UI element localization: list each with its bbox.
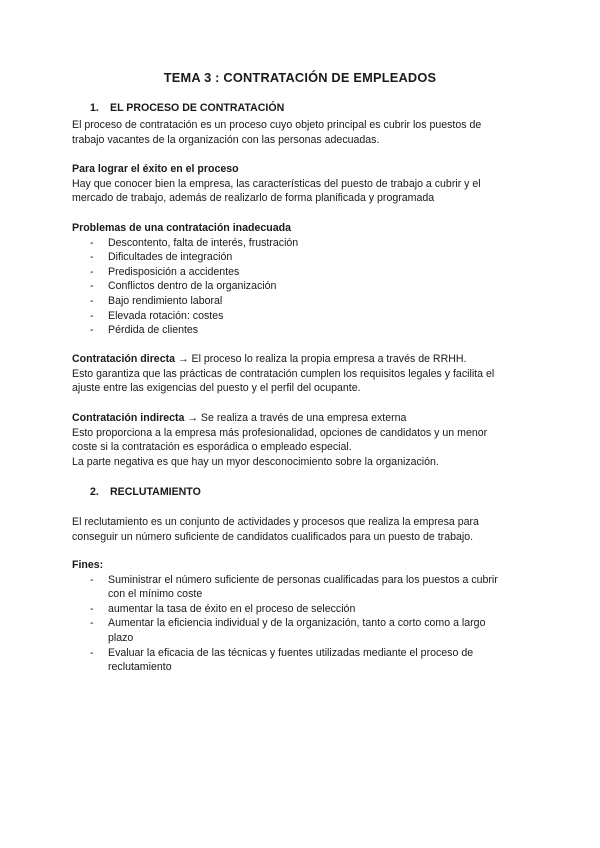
list-item: - Conflictos dentro de la organización <box>90 280 277 293</box>
fines-heading: Fines: <box>72 559 104 571</box>
list-item: - Predisposición a accidentes <box>90 265 240 278</box>
text-line: El proceso de contratación es un proceso cuyo objeto principal es cubrir los puestos de <box>72 119 482 131</box>
arrow-icon: → <box>187 412 198 424</box>
problemas-heading: Problemas de una contratación inadecuada <box>72 222 291 234</box>
list-item: - Suministrar el número suficiente de personas cualificadas para los puestos a cubrir con el mínimo coste <box>90 573 498 601</box>
problemas-list <box>72 236 532 338</box>
section-1-intro <box>72 118 532 147</box>
text-line: La parte negativa es que hay un myor desconocimiento sobre la organización. <box>72 455 439 468</box>
indirecta-label: Contratación indirecta <box>72 412 185 424</box>
exito-heading: Para lograr el éxito en el proceso <box>72 163 239 175</box>
indirecta-lead: Contratación indirecta → Se realiza a través de una empresa externa <box>72 412 407 424</box>
section-number: 2. <box>90 486 99 498</box>
text-line: coste si la contratación es esporádica o empleado especial. <box>72 441 352 454</box>
text-line: mercado de trabajo, además de realizarlo de forma planificada y programada <box>72 192 435 205</box>
directa-lead: Contratación directa → El proceso lo realiza la propia empresa a través de RRHH. <box>72 353 467 365</box>
section-2-heading <box>72 485 532 500</box>
list-item: - Dificultades de integración <box>90 251 233 264</box>
list-item: - Descontento, falta de interés, frustración <box>90 236 299 249</box>
list-item: - Elevada rotación: costes <box>90 309 224 322</box>
section-2-intro <box>72 515 532 544</box>
text-line: Hay que conocer bien la empresa, las características del puesto de trabajo a cubrir y el <box>72 177 481 190</box>
fines-list <box>72 573 532 675</box>
text-line: El reclutamiento es un conjunto de actividades y procesos que realiza la empresa para <box>72 516 479 528</box>
text-line: conseguir un número suficiente de candidatos cualificados para un puesto de trabajo. <box>72 530 474 543</box>
fines-list-block <box>72 558 532 675</box>
list-item: - aumentar la tasa de éxito en el proceso de selección <box>90 602 356 615</box>
section-number: 1. <box>90 102 99 114</box>
list-item: - Pérdida de clientes <box>90 324 199 337</box>
page-title: TEMA 3 : CONTRATACIÓN DE EMPLEADOS <box>163 70 437 85</box>
list-item: - Aumentar la eficiencia individual y de la organización, tanto a corto como a largo plazo <box>90 617 486 644</box>
contratacion-directa <box>72 352 532 396</box>
contratacion-indirecta <box>72 411 532 469</box>
text-line: ajuste entre las exigencias del puesto y el perfil del ocupante. <box>72 382 361 395</box>
list-item: - Bajo rendimiento laboral <box>90 294 223 307</box>
exito-paragraph <box>72 162 532 206</box>
section-1-heading <box>72 101 532 116</box>
text-line: trabajo vacantes de la organización con las personas adecuadas. <box>72 133 380 146</box>
text-line: Esto garantiza que las prácticas de contratación cumplen los requisitos legales y facilita el <box>72 367 495 380</box>
problemas-list-block <box>72 221 532 338</box>
section-title: RECLUTAMIENTO <box>110 486 201 498</box>
arrow-icon: → <box>177 353 189 365</box>
text-line: Esto proporciona a la empresa más profesionalidad, opciones de candidatos y un menor <box>72 426 488 439</box>
directa-label: Contratación directa <box>72 353 176 365</box>
list-item: - Evaluar la eficacia de las técnicas y fuentes utilizadas mediante el proceso de reclutamiento <box>90 646 474 674</box>
section-title: EL PROCESO DE CONTRATACIÓN <box>110 102 285 114</box>
